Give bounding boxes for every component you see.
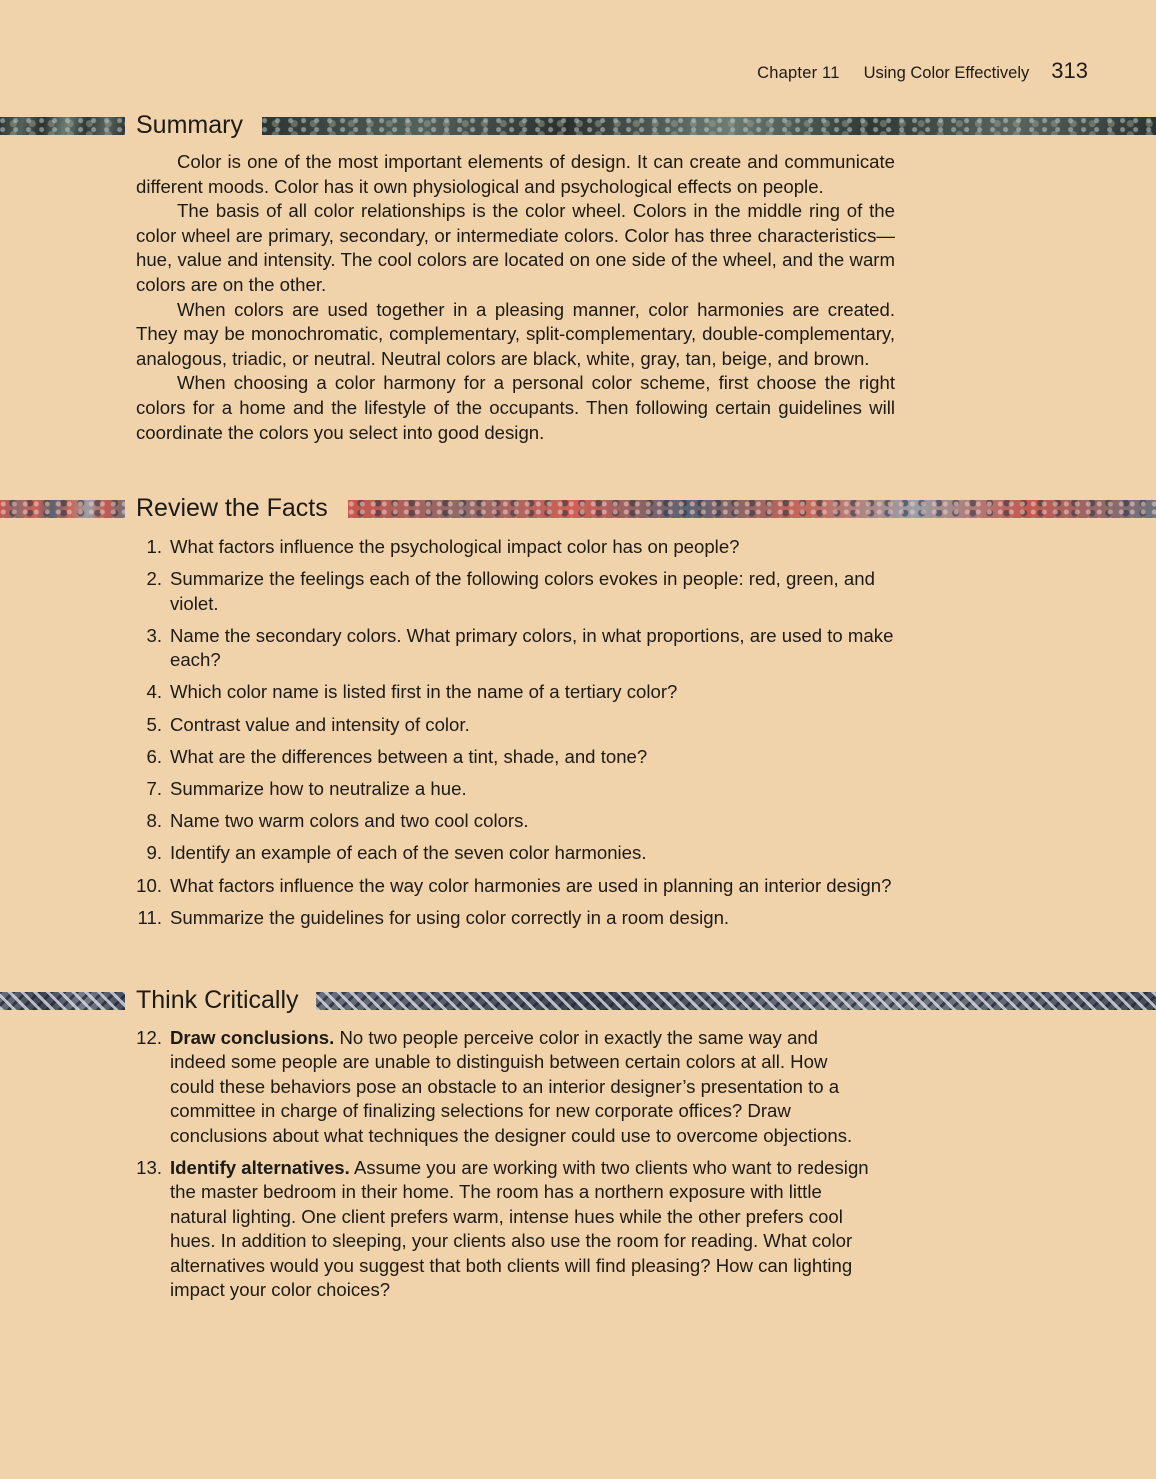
think-texture-left	[0, 992, 125, 1010]
question-number: 8.	[146, 810, 162, 832]
review-question	[136, 680, 896, 704]
review-heading: Review the Facts	[136, 492, 338, 524]
question-text: What are the differences between a tint, shade, and tone?	[170, 745, 648, 767]
question-lead: Identify alternatives.	[170, 1157, 350, 1179]
question-text: Name the secondary colors. What primary colors, in what proportions, are used to make each?	[170, 624, 894, 671]
think-question	[136, 1026, 876, 1148]
review-question-list	[136, 535, 896, 938]
question-number: 5.	[146, 713, 162, 735]
review-question	[136, 777, 896, 801]
review-texture-left	[0, 500, 125, 518]
think-texture-right	[316, 992, 1156, 1010]
question-number: 4.	[146, 681, 162, 703]
question-number: 9.	[146, 842, 162, 864]
page-number: 313	[1051, 58, 1088, 83]
summary-paragraph: Color is one of the most important elements of design. It can create and communicate different moods. Color has it own physiological and psychological effects on people.	[136, 151, 895, 197]
question-text: What factors influence the way color harmonies are used in planning an interior design?	[170, 874, 892, 896]
question-number: 10.	[136, 874, 162, 896]
review-texture-right	[348, 500, 1156, 518]
chapter-title: Using Color Effectively	[863, 64, 1030, 82]
question-number: 1.	[146, 536, 162, 557]
question-text: Summarize the feelings each of the following colors evokes in people: red, green, and violet.	[170, 568, 875, 614]
running-head	[757, 58, 1088, 84]
review-section-bar	[0, 492, 1156, 524]
summary-paragraph: When choosing a color harmony for a personal color scheme, first choose the right colors for a home and the lifestyle of the occupants. Then following certain guidelines will coordinate the colors you select into good design.	[136, 372, 895, 443]
summary-body	[136, 150, 895, 445]
chapter-label: Chapter 11	[757, 64, 840, 82]
question-number: 11.	[137, 906, 162, 928]
question-text: What factors influence the psychological impact color has on people?	[170, 536, 740, 557]
review-question	[136, 745, 896, 769]
review-question	[136, 906, 896, 930]
summary-texture-left	[0, 117, 125, 135]
review-question	[136, 841, 896, 865]
question-text: Summarize the guidelines for using color correctly in a room design.	[170, 906, 730, 928]
review-question	[136, 535, 896, 559]
review-question	[136, 809, 896, 833]
question-number: 13.	[136, 1157, 162, 1179]
think-section-bar	[0, 984, 1156, 1016]
summary-texture-right	[262, 117, 1156, 135]
question-number: 2.	[146, 568, 162, 590]
question-text: Identify an example of each of the seven color harmonies.	[170, 842, 647, 864]
question-number: 7.	[146, 778, 162, 800]
summary-section-bar	[0, 109, 1156, 141]
summary-paragraph: The basis of all color relationships is the color wheel. Colors in the middle ring of the color wheel are primary, secondary, or intermediate colors. Color has three characteristics—hue, value and intensity. The cool colors are located on one side of the wheel, and the warm colors are on the other.	[136, 200, 895, 295]
question-lead: Draw conclusions.	[170, 1027, 335, 1048]
review-question	[136, 713, 896, 737]
summary-paragraph: When colors are used together in a pleasing manner, color harmonies are created. They may be monochromatic, complementary, split-complementary, double-complementary, analogous, triadic, or neutral. Neutral colors are black, white, gray, tan, beige, and brown.	[136, 298, 895, 369]
question-text: Assume you are working with two clients who want to redesign the master bedroom in their home. The room has a northern exposure with little natural lighting. One client prefers warm, intense hues while the other prefers cool hues. In addition to sleeping, your clients also use the room for reading. What color alternatives would you suggest that both clients will find pleasing? How can lighting impact your color choices?	[170, 1157, 869, 1301]
question-text: Name two warm colors and two cool colors.	[170, 810, 529, 832]
question-number: 6.	[146, 745, 162, 767]
think-question-list	[136, 1026, 876, 1310]
question-text: No two people perceive color in exactly the same way and indeed some people are unable to distinguish between certain colors at all. How could these behaviors pose an obstacle to an interior designer’s presentation to a committee in charge of finalizing selections for new corporate offices? Draw conclusions about what techniques the designer could use to overcome objections.	[170, 1027, 853, 1146]
question-number: 12.	[136, 1027, 162, 1048]
review-question	[136, 567, 896, 616]
summary-heading: Summary	[136, 109, 253, 141]
review-question	[136, 624, 896, 673]
think-heading: Think Critically	[136, 984, 309, 1016]
question-number: 3.	[146, 624, 162, 646]
review-question	[136, 874, 896, 898]
question-text: Summarize how to neutralize a hue.	[170, 778, 467, 800]
question-text: Which color name is listed first in the name of a tertiary color?	[170, 681, 678, 703]
think-question	[136, 1156, 876, 1302]
question-text: Contrast value and intensity of color.	[170, 713, 470, 735]
